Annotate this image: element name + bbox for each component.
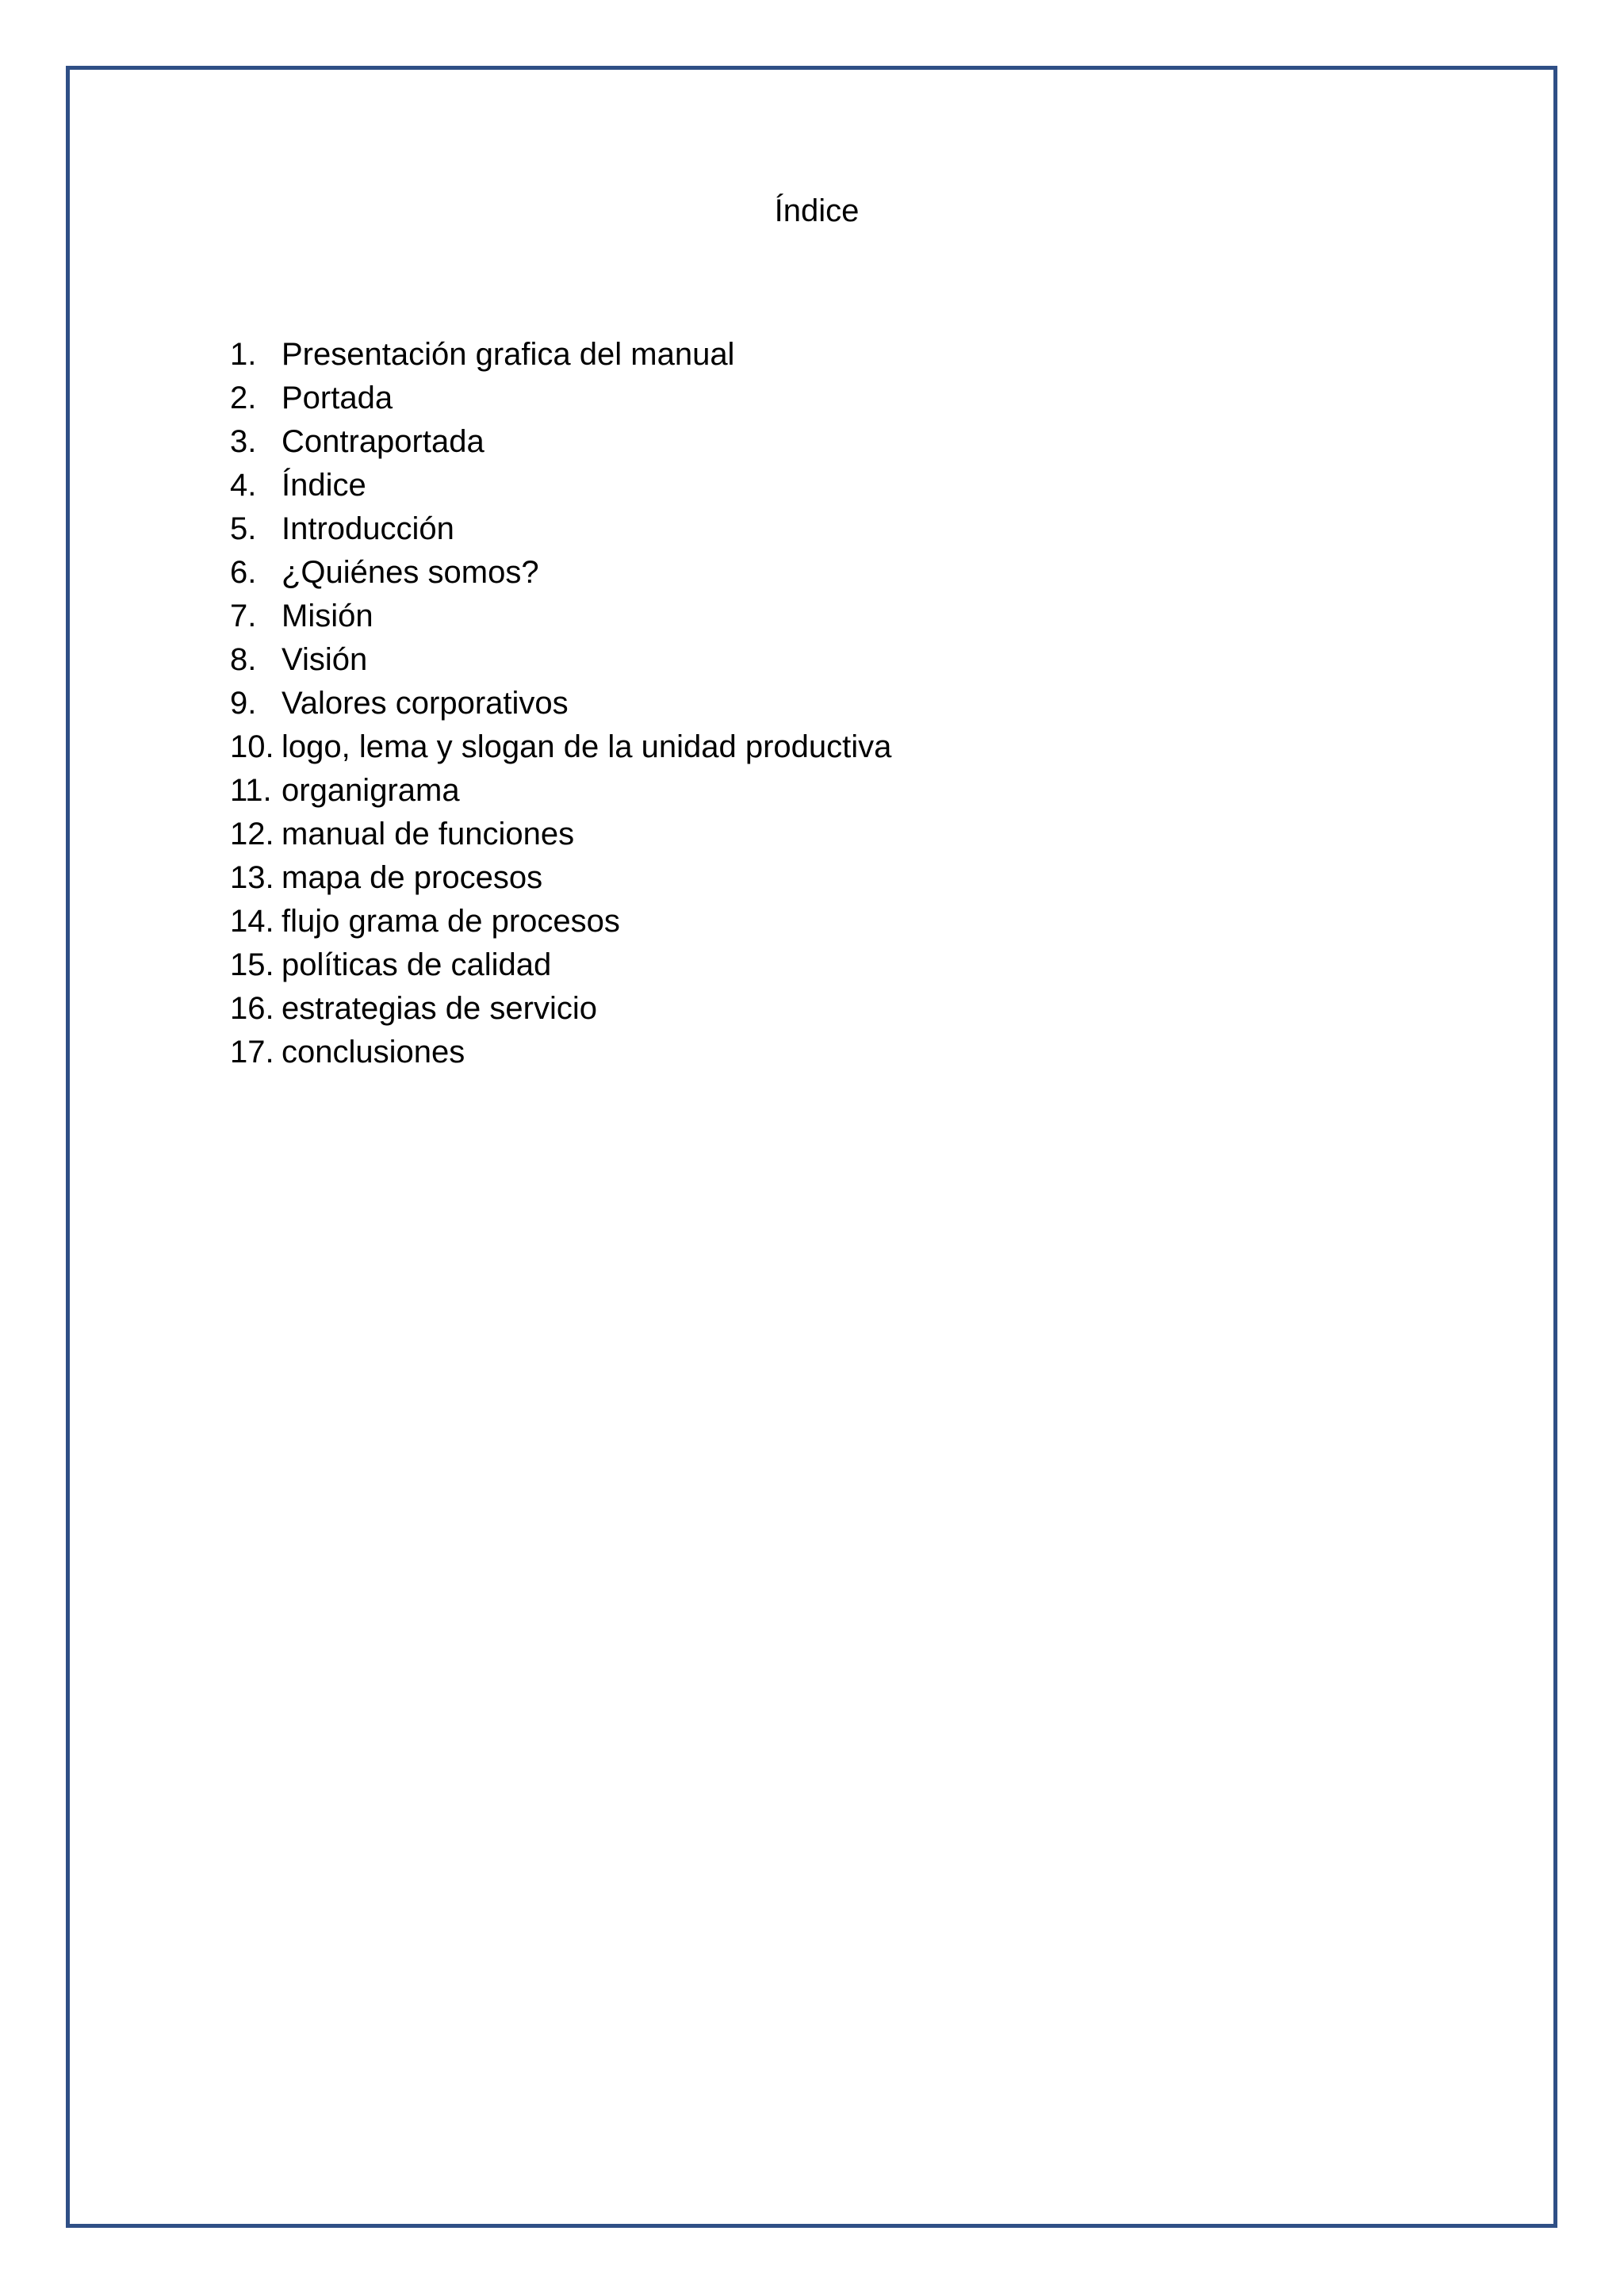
toc-item-number: 10. [230, 729, 274, 764]
toc-item [230, 638, 891, 682]
toc-item [230, 507, 891, 551]
toc-item [230, 856, 891, 900]
toc-item-text: Misión [282, 599, 373, 633]
toc-item [230, 725, 891, 769]
toc-item-text: manual de funciones [282, 817, 575, 851]
toc-item-text: organigrama [282, 773, 460, 808]
toc-item [230, 595, 891, 638]
toc-item-number: 13. [230, 860, 274, 895]
toc-item-text: Portada [282, 381, 393, 415]
toc-item-text: Valores corporativos [282, 686, 569, 721]
toc-item-number: 16. [230, 991, 274, 1026]
toc-item [230, 682, 891, 725]
toc-item-number: 3. [230, 424, 257, 459]
toc-item [230, 377, 891, 420]
toc-item-text: ¿Quiénes somos? [282, 555, 539, 590]
toc-item-text: Presentación grafica del manual [282, 337, 735, 372]
toc-item [230, 464, 891, 507]
toc-item [230, 769, 891, 813]
toc-item [230, 900, 891, 943]
page-title: Índice [774, 193, 860, 228]
toc-item-number: 6. [230, 555, 257, 590]
toc-item-number: 15. [230, 947, 274, 982]
table-of-contents [230, 333, 891, 1074]
toc-item [230, 943, 891, 987]
toc-item [230, 420, 891, 464]
toc-item-number: 4. [230, 468, 257, 503]
toc-item-text: Índice [282, 468, 366, 503]
toc-item-text: Introducción [282, 511, 454, 546]
toc-item-text: Visión [282, 642, 368, 677]
toc-item-text: políticas de calidad [282, 947, 552, 982]
toc-item-number: 2. [230, 381, 257, 415]
toc-item-text: flujo grama de procesos [282, 904, 620, 939]
toc-item-text: logo, lema y slogan de la unidad productiva [282, 729, 892, 764]
toc-item-number: 17. [230, 1035, 274, 1070]
toc-item [230, 987, 891, 1031]
toc-item [230, 551, 891, 595]
toc-item-text: conclusiones [282, 1035, 465, 1070]
toc-item-number: 1. [230, 337, 257, 372]
toc-item-text: Contraportada [282, 424, 485, 459]
toc-item [230, 1031, 891, 1074]
toc-item-text: mapa de procesos [282, 860, 543, 895]
toc-item [230, 813, 891, 856]
toc-item-number: 7. [230, 599, 257, 633]
toc-item-number: 11. [230, 773, 272, 808]
toc-item-number: 8. [230, 642, 257, 677]
toc-item-number: 9. [230, 686, 257, 721]
toc-item-number: 12. [230, 817, 274, 851]
toc-item-number: 5. [230, 511, 257, 546]
toc-item-text: estrategias de servicio [282, 991, 597, 1026]
toc-item-number: 14. [230, 904, 274, 939]
toc-item [230, 333, 891, 377]
